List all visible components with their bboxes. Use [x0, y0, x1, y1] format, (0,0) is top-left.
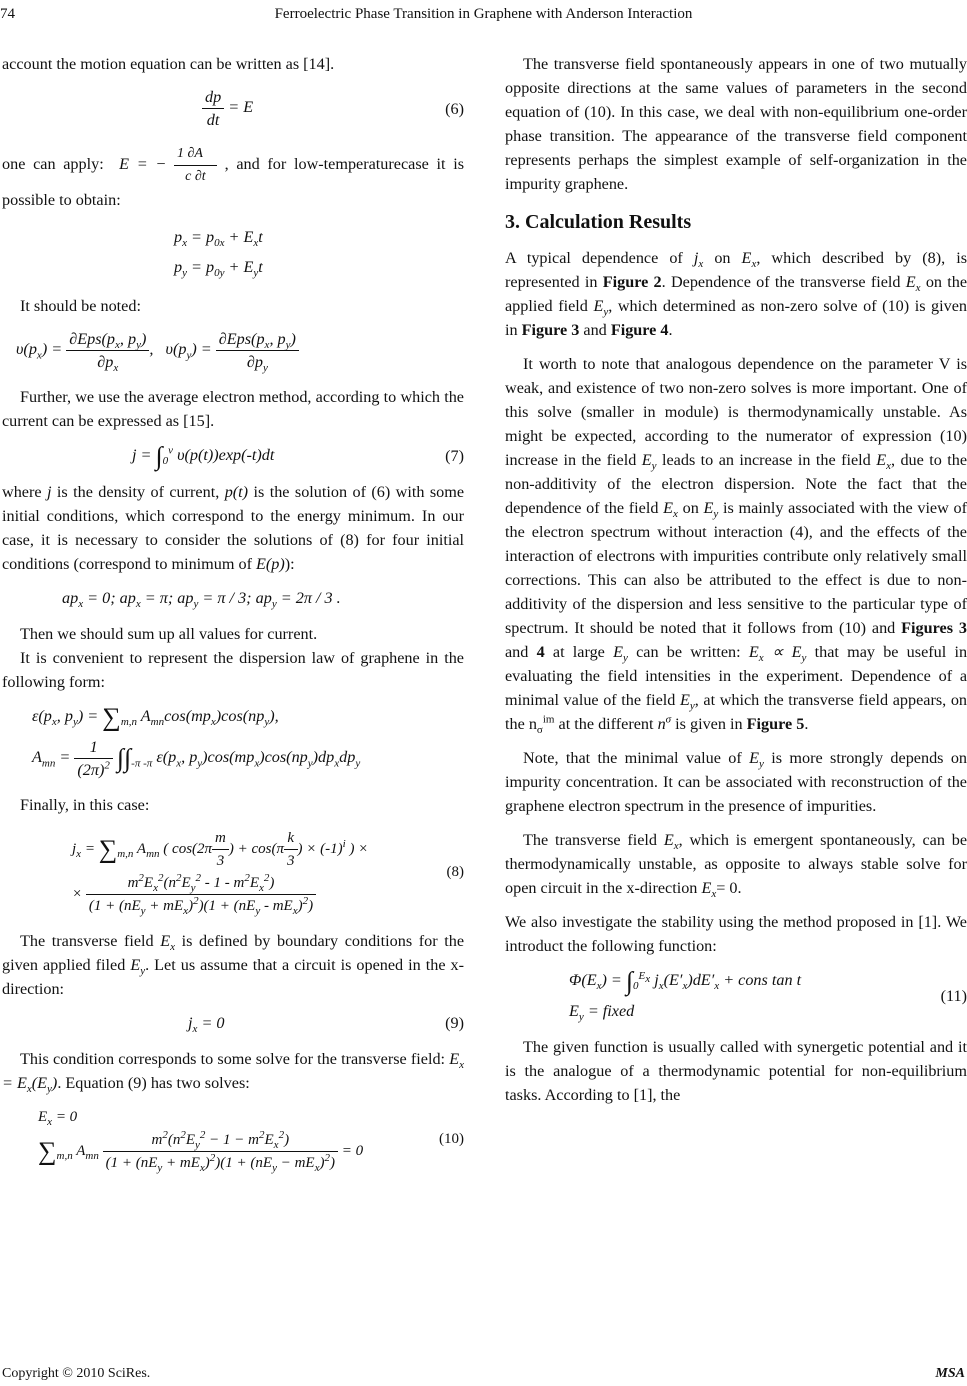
- paragraph: It should be noted:: [20, 297, 141, 315]
- paragraph: The transverse field $E_x$ is defined by boundary conditions for the given applied filed $E_y$. Let us assume that a circuit is opened in the x-direction:: [2, 931, 465, 998]
- paragraph: Further, we use the average electron method, according to which the current can be expressed as [15].: [2, 388, 464, 430]
- paragraph: Finally, in this case:: [20, 795, 150, 814]
- paragraph: This condition corresponds to some solve for the transverse field: $E_x = E_x(E_y)$. Equation (9) has two solves:: [2, 1049, 464, 1095]
- equation-dispersion: $\varepsilon(p_x$, $p_y) = \sum_{m,n}$ $A_{mn}\cos(mp_x)\cos(np_y)$, $A_{mn}$ = $\frac{1}{(2\pi)^2}$ $\int\int_{-\pi -\pi}$ $\varepsilon(p_x$, $p_y)\cos(mp_x)\cos(np_y)dp_xdp_y$: [32, 702, 361, 779]
- page-header: [0, 0, 967, 28]
- equation-initial: $ap_x = 0$; $ap_x = \pi$; $ap_y = \pi / 3$; $ap_y = 2\pi / 3$ .: [62, 589, 341, 611]
- paragraph: It worth to note that analogous dependence on the parameter V is weak, and existence of two non-zero solves is more important. One of this solve (smaller in module) is thermodynamically unstable. As might be expected, according to the numerator of expression (10) increase in the field $E_y$ leads to an increase in the field $E_x$, due to the non-additivity of the electron dispersion. Note the fact that the dependence of the field $E_x$ on $E_y$ is mainly associated with the view of the electron spectrum without interaction (4), and the effects of the interaction of electrons with impurities contribute only relatively small corrections. This can also be attributed to the effect is due to non-additivity of the dispersion and less sensitive to the particular type of spectrum. It should be noted that it follows from (10) and Figures 3 and 4 at large $E_y$ can be written: $E_x \propto E_y$ that may be useful in evaluating the field intensities in the experiment. Dependence of a minimal value of the field $E_y$, at which the transverse field appears, on the $n_\sigma^{im}$ at the different $n^\sigma$ is given in Figure 5.: [505, 355, 967, 737]
- paragraph: The given function is usually called with synergetic potential and it is the analogue of a thermodynamic potential for non-equilibrium tasks. According to [1], the: [505, 1038, 967, 1105]
- paragraph: We also investigate the stability using the method proposed in [1]. We introduct the following function:: [505, 913, 967, 955]
- equation-9: $j_x = 0$ (9): [188, 1013, 464, 1035]
- journal-abbrev: MSA: [935, 1366, 965, 1381]
- equation-6: $\frac{dp}{dt}$ = E (6): [2, 86, 464, 131]
- equation-p: $p_x = p_{0x} + E_xt$ $p_y = p_{0y} + E_yt$: [174, 228, 263, 280]
- paragraph: A typical dependence of $j_x$ on $E_x$, which described by (8), is represented in Figure 2. Dependence of the transverse field $E_x$ on the applied field $E_y$, which determined as non-zero solve of (10) is given in Figure 3 and Figure 4.: [505, 249, 967, 339]
- paragraph: account the motion equation can be written as [14].: [2, 55, 335, 73]
- right-column: [505, 52, 967, 1117]
- paragraph: The transverse field spontaneously appears in one of two mutually opposite directions at the same values of parameters in the second equation of (10). In this case, we deal with non-equilibrium one-order phase transition. The appearance of the transverse field component represents perhaps the simplest example of self-organization in the impurity graphene.: [505, 55, 967, 193]
- left-column: [2, 52, 464, 1186]
- paragraph: one can apply: E = − $\frac{1 \partial A⃗}{c \partial t}$ , and for low-temperaturecase it is possible to obtain:: [2, 143, 464, 212]
- equation-8: $j_x = \sum_{m,n}$ $A_{mn}$ ( cos(2π $\frac{m}{3}$ ) + cos(π $\frac{k}{3}$ ) × $(-1)^i$ ) × × $\frac{m^2E_x^2(n^2E_y^2 - 1 - m^2E_x^2)}{(1 + (nE_y + mE_x)^2)(1 + (nE_y - mE_x)^2)}$ (8): [2, 827, 464, 917]
- equation-10: $E_x = 0$ $\sum_{m,n}$ $A_{mn}$ $\frac{m^2(n^2E_y^2 - 1 - m^2E_x^2)}{(1 + (nE_y + mE_x)^2)(1 + (nE_y - mE_x)^2)}$ = 0 (10): [38, 1108, 464, 1174]
- paragraph: Then we should sum up all values for current.: [20, 625, 318, 644]
- section-heading: 3. Calculation Results: [505, 211, 692, 233]
- equation-11: $\Phi(E_x) = \int_0^{E_x}$ $j_x(E'_x)dE'_x$ + cons tan t $E_y$ = fixed (11): [569, 966, 967, 1024]
- paragraph: The transverse field $E_x$, which is emergent spontaneously, can be thermodynamically unstable, as opposite to always stable solve for open circuit in the x-direction $E_x= 0$.: [505, 831, 967, 901]
- page-number: 74: [0, 6, 15, 22]
- copyright: Copyright © 2010 SciRes.: [2, 1366, 151, 1381]
- paragraph: Note, that the minimal value of $E_y$ is more strongly depends on impurity concentration. It can be associated with reconstruction of the graphene electron spectrum in the presence of impurities.: [505, 749, 967, 815]
- running-title: Ferroelectric Phase Transition in Graphene with Anderson Interaction: [274, 6, 693, 22]
- equation-7: $j = \int_0^v$ υ(p(t))exp(-t)dt (7): [132, 441, 464, 471]
- paragraph: It is convenient to represent the dispersion law of graphene in the following form:: [2, 649, 464, 692]
- paragraph: where j is the density of current, p(t) is the solution of (6) with some initial conditions, which correspond to the energy minimum. In our case, it is necessary to consider the solutions of (8) for four initial conditions (correspond to minimum of E(p)):: [2, 483, 465, 574]
- equation-velocity: $\upsilon(p_x)$ = $\frac{\partial Eps(p_x, p_y)}{\partial p_x}$ , $\upsilon(p_y)$ = $\frac{\partial Eps(p_x, p_y)}{\partial p_y}$: [2, 328, 464, 373]
